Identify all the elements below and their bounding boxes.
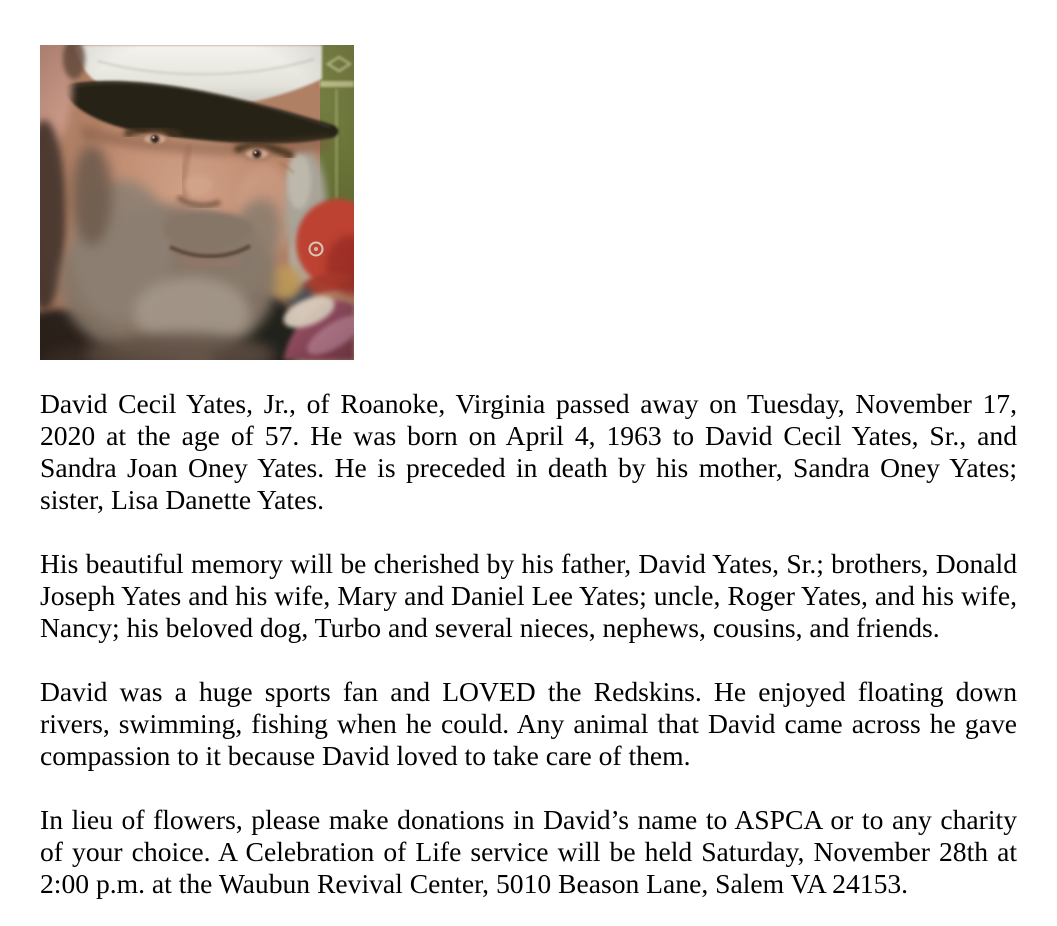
- portrait-photo-image: [40, 45, 354, 360]
- photo-vignette: [40, 45, 354, 360]
- paragraph-service: In lieu of flowers, please make donations in David’s name to ASPCA or to any charity of your choice. A Celebration of Life service will be held Saturday, November 28th at 2:00 p.m. at the Waubun Revival Center, 5010 Beason Lane, Salem VA 24153.: [40, 804, 1017, 899]
- paragraph-life: David was a huge sports fan and LOVED the Redskins. He enjoyed floating down rivers, swimming, fishing when he could. Any animal that David came across he gave compassion to it because David loved to take care of them.: [40, 676, 1017, 771]
- obituary-text: [40, 388, 1017, 900]
- portrait-photo: [40, 45, 354, 360]
- paragraph-survivors: His beautiful memory will be cherished by his father, David Yates, Sr.; brothers, Donald Joseph Yates and his wife, Mary and Daniel Lee Yates; uncle, Roger Yates, and his wife, Nancy; his beloved dog, Turbo and several nieces, nephews, cousins, and friends.: [40, 548, 1017, 643]
- paragraph-intro: David Cecil Yates, Jr., of Roanoke, Virginia passed away on Tuesday, November 17, 2020 at the age of 57. He was born on April 4, 1963 to David Cecil Yates, Sr., and Sandra Joan Oney Yates. He is preceded in death by his mother, Sandra Oney Yates; sister, Lisa Danette Yates.: [40, 388, 1017, 515]
